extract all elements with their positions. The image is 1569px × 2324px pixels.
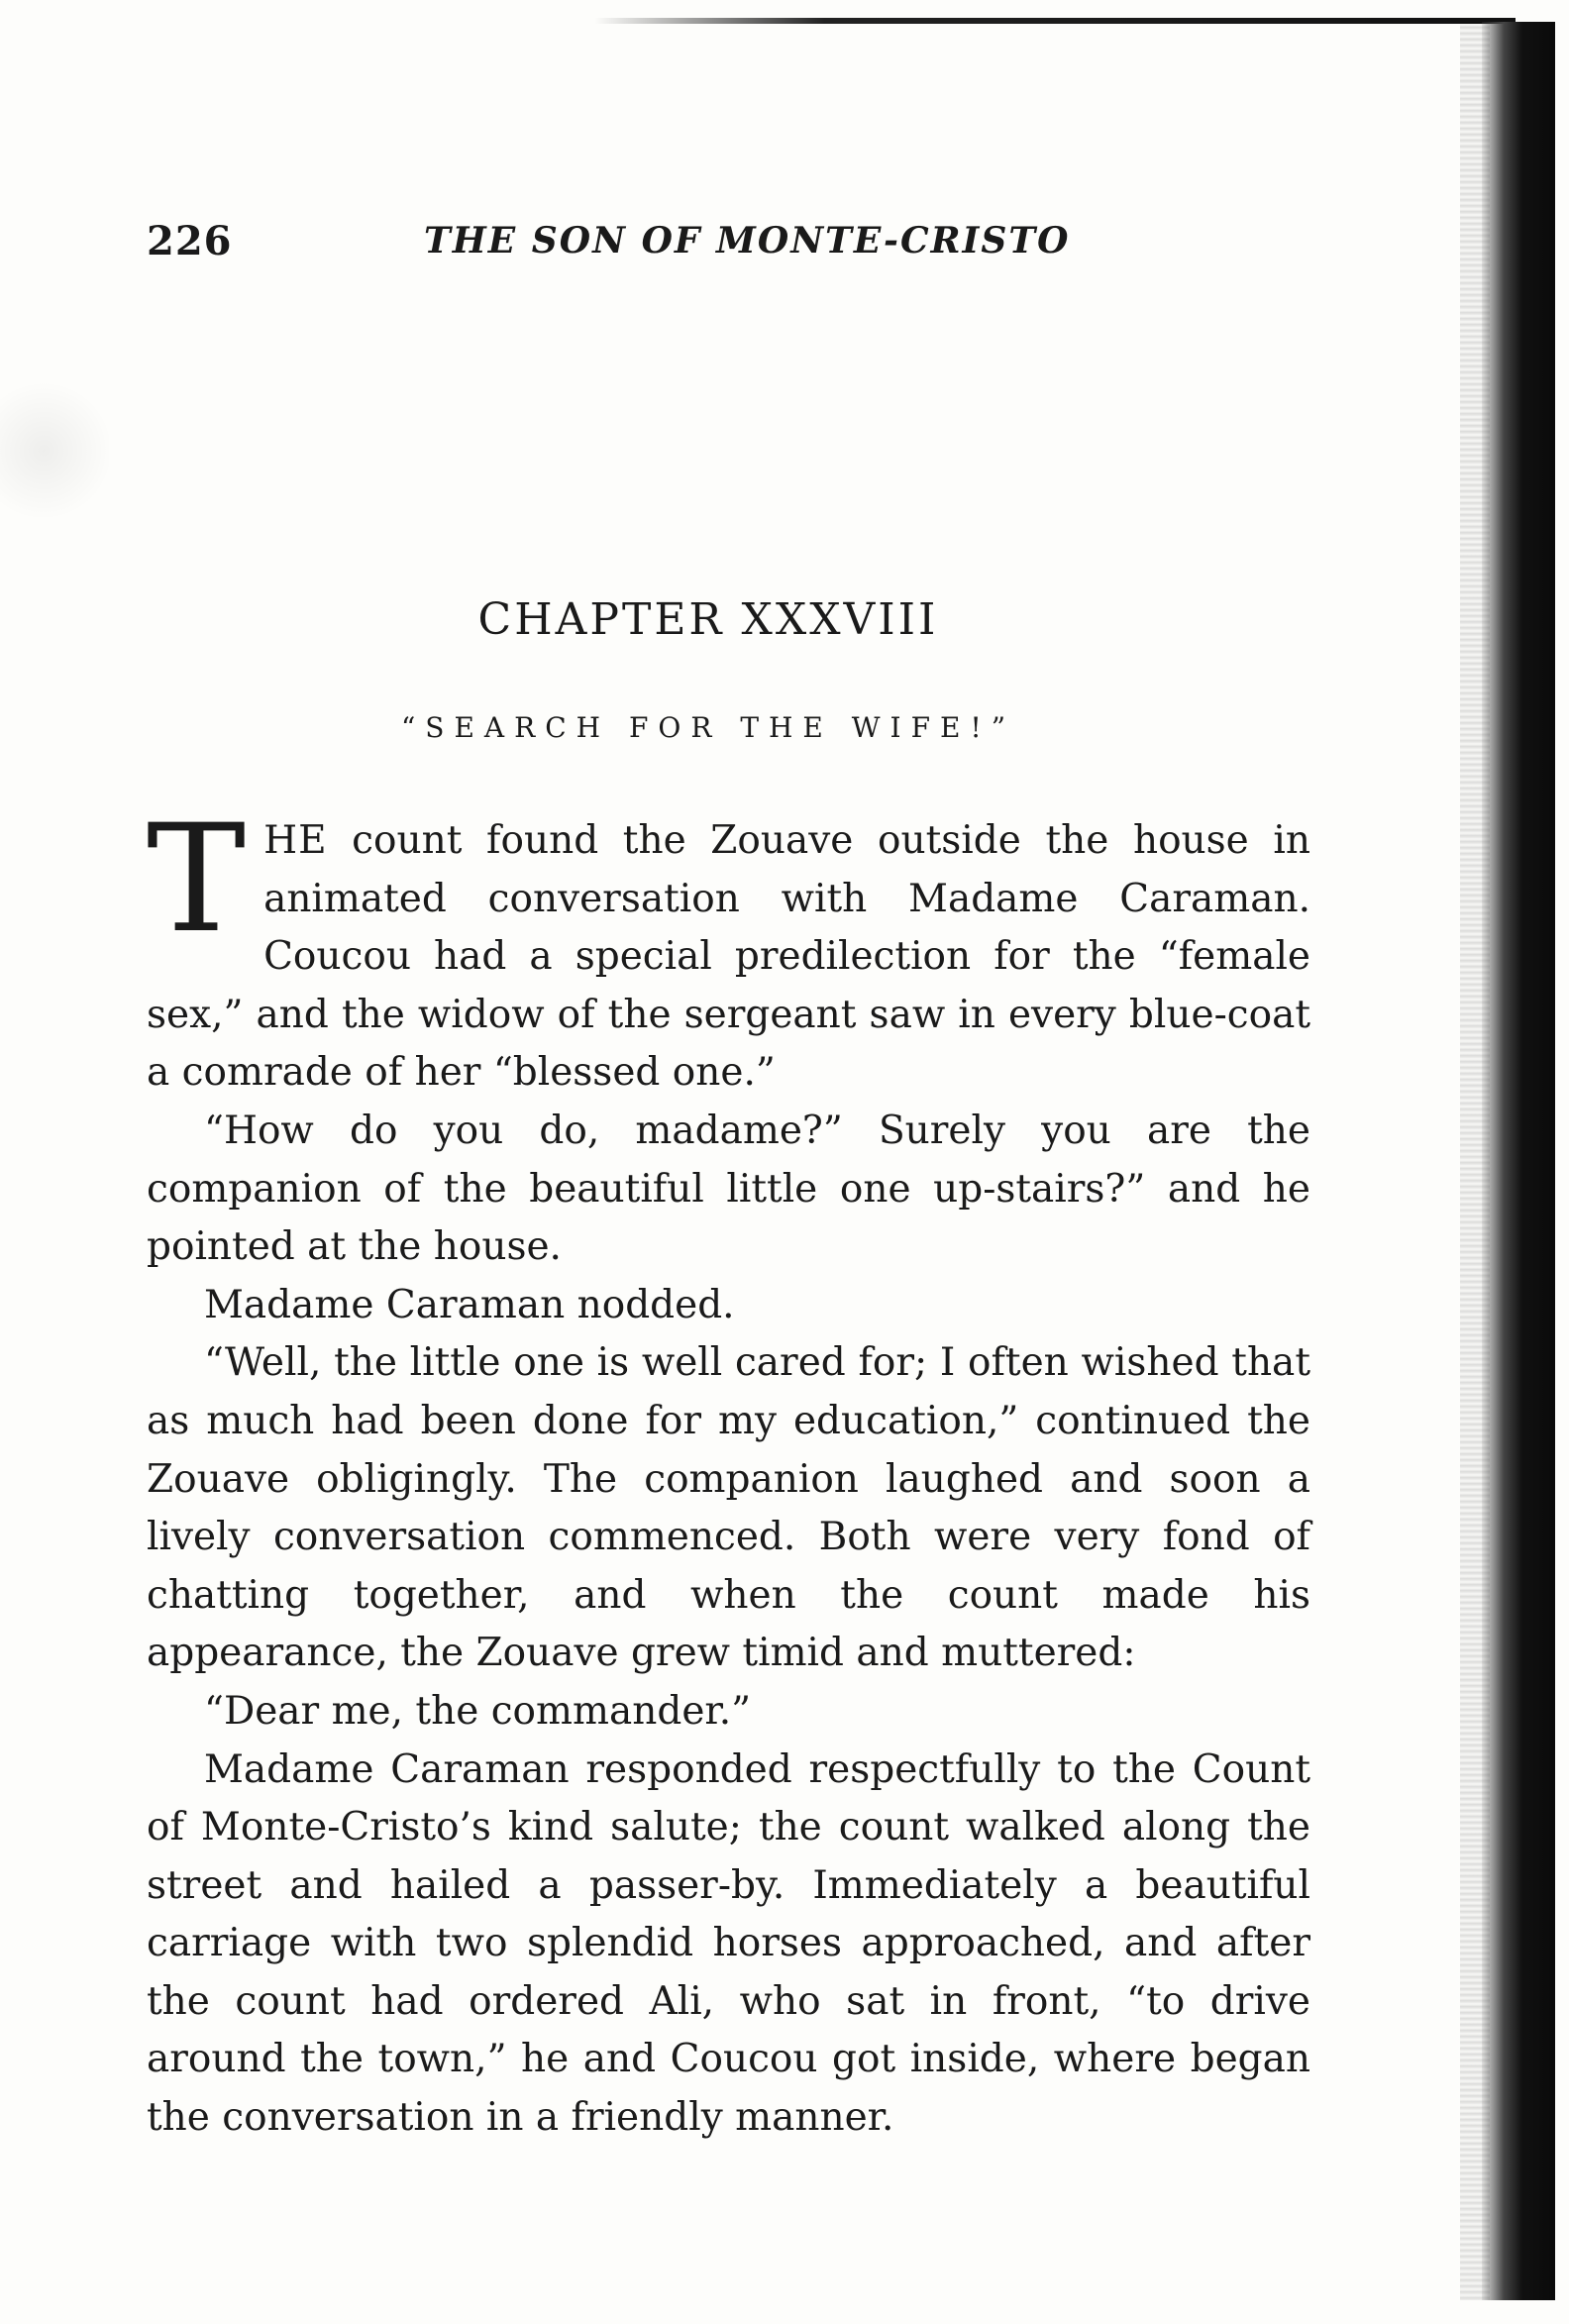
- page-top-edge-shadow: [594, 18, 1516, 24]
- paragraph-3: Madame Caraman nodded.: [204, 1282, 735, 1327]
- chapter-body: [147, 793, 1310, 2148]
- first-word-rest: HE: [263, 818, 328, 863]
- paragraph-5: “Dear me, the commander.”: [204, 1688, 752, 1734]
- paragraph-4: “Well, the little one is well cared for; I often wished that as much had been done for my education,” continued the Zouave obligingly. The companion laughed and soon a lively conversation commenced. Both were very fond of chatting together, and when the count made his appearance, the Zouave grew timid and muttered:: [147, 1340, 1310, 1676]
- chapter-title: CHAPTER XXXVIII: [477, 594, 939, 645]
- paragraph-2: “How do you do, madame?” Surely you are the companion of the beautiful little one up-stairs?” and he pointed at the house.: [147, 1108, 1310, 1270]
- page-number: 226: [147, 218, 233, 264]
- page-header: [147, 218, 1335, 277]
- paragraph-1: [147, 793, 1310, 1103]
- chapter-subtitle: “SEARCH FOR THE WIFE!”: [400, 711, 1016, 744]
- running-head: THE SON OF MONTE-CRISTO: [424, 220, 1071, 262]
- paragraph-6: Madame Caraman responded respectfully to the Count of Monte-Cristo’s kind salute; the count walked along the street and hailed a passer-by. Immediately a beautiful carriage with two splendid horses approached, and after the count had ordered Ali, who sat in front, “to drive around the town,” he and Coucou got inside, where began the conversation in a friendly manner.: [147, 1746, 1310, 2141]
- page-binding-edge: [1482, 22, 1555, 2300]
- paper-stain: [0, 376, 109, 525]
- drop-cap-letter: T: [147, 793, 247, 966]
- paragraph-1-text: count found the Zouave outside the house in animated conversation with Madame Caraman. Coucou had a special predilection for the “female sex,” and the widow of the sergeant saw in every blue-coat a comrade of her “blessed one.”: [147, 818, 1310, 1096]
